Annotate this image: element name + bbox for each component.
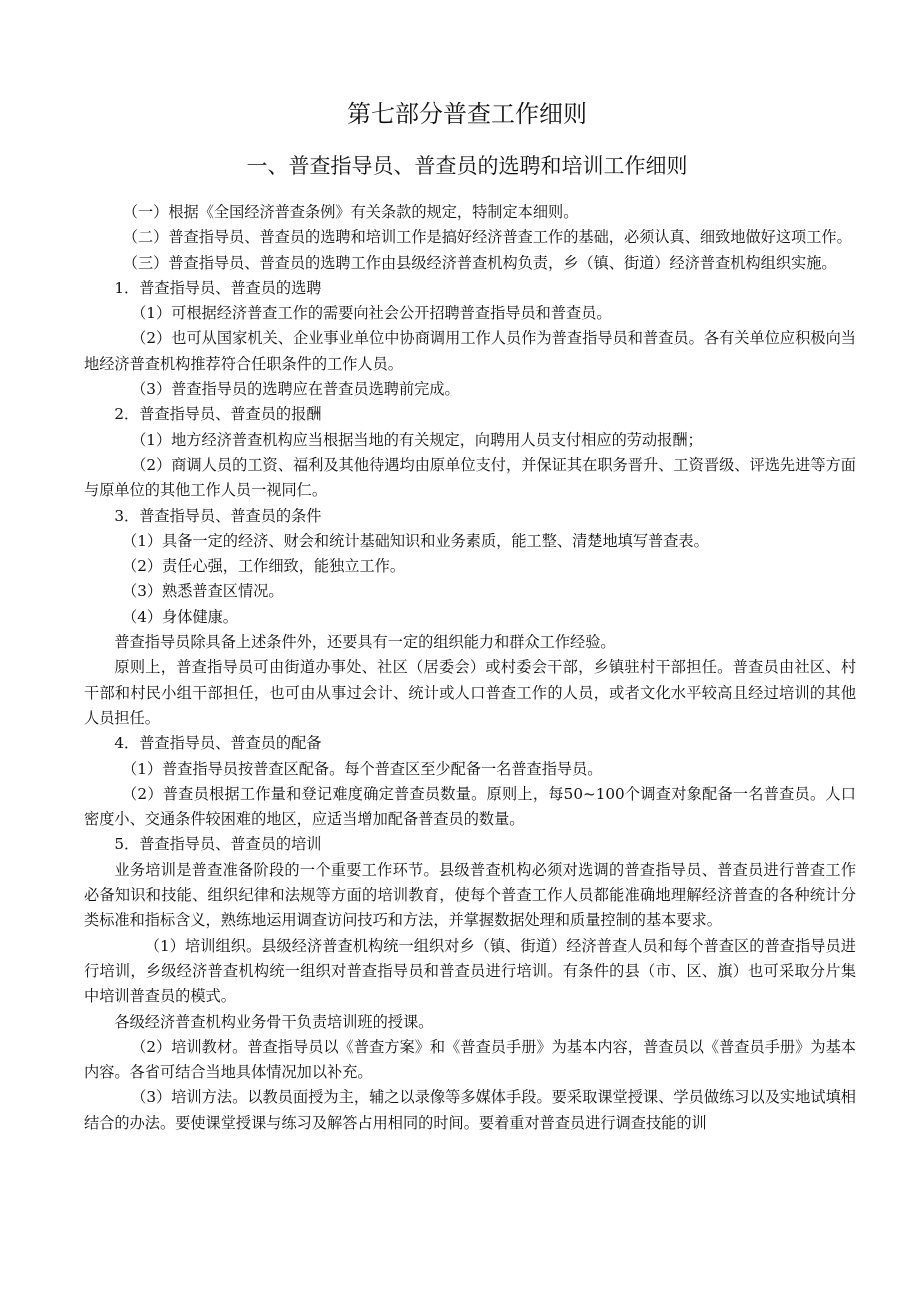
paragraph: 普查指导员除具备上述条件外，还要具有一定的组织能力和群众工作经验。 <box>114 633 616 652</box>
paragraph: 4．普查指导员、普查员的配备 <box>114 734 322 753</box>
paragraph: （3）培训方法。以教员面授为主，辅之以录像等多媒体手段。要采取课堂授课、学员做练习以及实地试填相结合的办法。要使课堂授课与练习及解答占用相同的时间。要着重对普查员进行调查技能的训 <box>84 1088 856 1132</box>
paragraph: （1）具备一定的经济、财会和统计基础知识和业务素质，能工整、清楚地填写普查表。 <box>122 531 709 550</box>
document-title: 第七部分普查工作细则 <box>347 100 587 128</box>
paragraph: 业务培训是普查准备阶段的一个重要工作环节。县级普查机构必须对选调的普查指导员、普查员进行普查工作必备知识和技能、组织纪律和法规等方面的培训教育，使每个普查工作人员都能准确地理解经济普查的各种统计分类标准和指标含义，熟练地运用调查访问技巧和方法，并掌握数据处理和质量控制的基本要求。 <box>84 860 856 930</box>
paragraph: （1）可根据经济普查工作的需要向社会公开招聘普查指导员和普查员。 <box>131 304 612 323</box>
paragraph: （一）根据《全国经济普查条例》有关条款的规定，特制定本细则。 <box>122 203 579 221</box>
paragraph: （3）普查指导员的选聘应在普查员选聘前完成。 <box>131 380 460 399</box>
paragraph: （1）培训组织。县级经济普查机构统一组织对乡（镇、街道）经济普查人员和每个普查区的普查指导员进行培训，乡级经济普查机构统一组织对普查指导员和普查员进行培训。有条件的县（市、区、旗）也可采取分片集中培训普查员的模式。 <box>84 936 856 1006</box>
paragraph: （2）商调人员的工资、福利及其他待遇均由原单位支付，并保证其在职务晋升、工资晋级、评选先进等方面与原单位的其他工作人员一视同仁。 <box>84 455 856 500</box>
paragraph: （1）地方经济普查机构应当根据当地的有关规定，向聘用人员支付相应的劳动报酬； <box>131 430 703 449</box>
paragraph: 1．普查指导员、普查员的选聘 <box>114 278 322 297</box>
paragraph: （2）普查员根据工作量和登记难度确定普查员数量。原则上，每50~100个调查对象配备一名普查员。人口密度小、交通条件较困难的地区，应适当增加配备普查员的数量。 <box>84 784 856 829</box>
paragraph: 各级经济普查机构业务骨干负责培训班的授课。 <box>114 1012 434 1031</box>
paragraph: 原则上，普查指导员可由街道办事处、社区（居委会）或村委会干部，乡镇驻村干部担任。普查员由社区、村干部和村民小组干部担任，也可由从事过会计、统计或人口普查工作的人员，或者文化水平较高且经过培训的其他人员担任。 <box>84 658 856 727</box>
paragraph: （4）身体健康。 <box>122 607 238 626</box>
paragraph: 5．普查指导员、普查员的培训 <box>114 835 322 854</box>
paragraph: （三）普查指导员、普查员的选聘工作由县级经济普查机构负责，乡（镇、街道）经济普查机构组织实施。 <box>122 253 837 272</box>
paragraph: （二）普查指导员、普查员的选聘和培训工作是搞好经济普查工作的基础，必须认真、细致地做好这项工作。 <box>122 228 852 247</box>
paragraph: （2）责任心强，工作细致，能独立工作。 <box>122 557 406 576</box>
paragraph: （2）也可从国家机关、企业事业单位中协商调用工作人员作为普查指导员和普查员。各有关单位应积极向当地经济普查机构推荐符合任职条件的工作人员。 <box>84 329 856 373</box>
paragraph: 3．普查指导员、普查员的条件 <box>114 506 322 525</box>
paragraph: （2）培训教材。普查指导员以《普查方案》和《普查员手册》为基本内容，普查员以《普查员手册》为基本内容。各省可结合当地具体情况加以补充。 <box>84 1037 856 1082</box>
paragraph: （3）熟悉普查区情况。 <box>122 582 284 601</box>
section-title: 一、普查指导员、普查员的选聘和培训工作细则 <box>246 154 688 178</box>
paragraph: （1）普查指导员按普查区配备。每个普查区至少配备一名普查指导员。 <box>122 759 603 778</box>
paragraph: 2．普查指导员、普查员的报酬 <box>114 405 322 424</box>
document-body <box>84 200 856 1136</box>
